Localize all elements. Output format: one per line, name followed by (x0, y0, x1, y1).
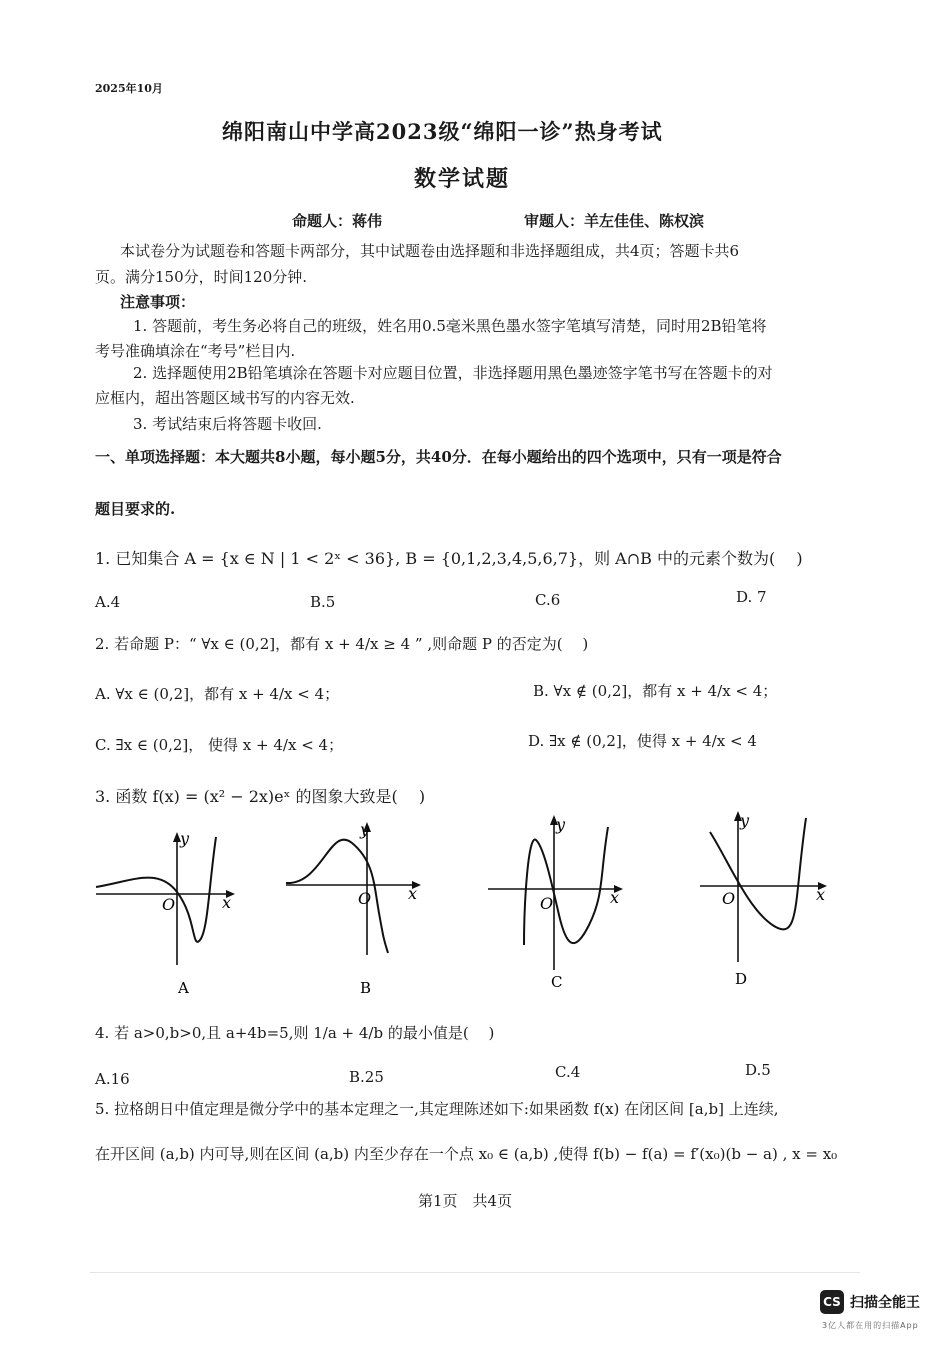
q3a-origin: O (162, 895, 176, 914)
section1-line-1: 一、单项选择题：本大题共8小题，每小题5分，共40分．在每小题给出的四个选项中，只有一项是符合 (95, 448, 782, 466)
notice-item-1a: 1. 答题前，考生务必将自己的班级，姓名用0.5毫米黑色墨水签字笔填写清楚，同时用2B铅笔将 (133, 317, 767, 335)
q2-option-d: D. ∃x ∉ (0,2]，使得 x + 4/x < 4 (528, 732, 757, 750)
q2-option-b: B. ∀x ∉ (0,2]，都有 x + 4/x < 4； (533, 682, 778, 700)
q1-stem: 1. 已知集合 A = {x ∈ N | 1 < 2ˣ < 36}, B = {0,1,2,3,4,5,6,7}，则 A∩B 中的元素个数为( ) (95, 549, 803, 568)
q4-option-c: C.4 (555, 1063, 581, 1081)
q1-option-b: B.5 (310, 593, 336, 611)
q1-option-a: A.4 (95, 593, 121, 611)
q5-line-2: 在开区间 (a,b) 内可导,则在区间 (a,b) 内至少存在一个点 x₀ ∈ (a,b) ,使得 f(b) − f(a) = f′(x₀)(b − a) , x = x₀ (95, 1145, 838, 1163)
section1-line-2: 题目要求的. (95, 500, 176, 518)
q2-option-c: C. ∃x ∈ (0,2]， 使得 x + 4/x < 4； (95, 736, 344, 754)
q3-label-d: D (735, 970, 748, 988)
q2-option-a: A. ∀x ∈ (0,2]，都有 x + 4/x < 4； (95, 685, 340, 703)
q2-stem: 2. 若命题 P：“ ∀x ∈ (0,2]，都有 x + 4/x ≥ 4 ” ,则命题 P 的否定为( ) (95, 635, 589, 653)
q3-label-a: A (178, 979, 189, 997)
page-footer: 第1页 共4页 (418, 1192, 513, 1210)
q1-option-d: D. 7 (736, 588, 767, 606)
exam-title: 绵阳南山中学高2023级“绵阳一诊”热身考试 (222, 119, 663, 144)
exam-date: 2025年10月 (95, 82, 163, 95)
q3d-origin: O (722, 889, 736, 908)
q1-option-c: C.6 (535, 591, 561, 609)
q3-graph-d (688, 800, 848, 990)
q3b-origin: O (358, 889, 372, 908)
q3b-y-label: y (360, 820, 370, 839)
q4-stem: 4. 若 a>0,b>0,且 a+4b=5,则 1/a + 4/b 的最小值是( ) (95, 1024, 495, 1042)
q3c-y-label: y (556, 815, 566, 834)
q3a-x-label: x (222, 893, 232, 912)
intro-line-2: 页。满分150分，时间120分钟. (95, 268, 308, 286)
notice-item-2a: 2. 选择题使用2B铅笔填涂在答题卡对应题目位置，非选择题用黑色墨迹签字笔书写在答题卡的对 (133, 364, 773, 382)
footer-rule (90, 1272, 860, 1273)
camscanner-tagline: 3亿人都在用的扫描App (822, 1321, 919, 1330)
setter-line: 命题人：蒋伟 (292, 212, 383, 230)
q3c-x-label: x (610, 888, 620, 907)
q3-label-c: C (551, 973, 563, 991)
q3-graph-b (282, 815, 432, 1005)
q3-stem: 3. 函数 f(x) = (x² − 2x)eˣ 的图象大致是( ) (95, 787, 426, 806)
q3d-x-label: x (816, 885, 826, 904)
q4-option-a: A.16 (95, 1070, 130, 1088)
notice-item-3: 3. 考试结束后将答题卡收回. (133, 415, 322, 433)
exam-subtitle: 数学试题 (414, 166, 511, 192)
reviewer-line: 审题人：羊左佳佳、陈权滨 (524, 212, 705, 230)
camscanner-logo-icon: CS (820, 1290, 844, 1314)
q3d-y-label: y (740, 811, 750, 830)
q4-option-d: D.5 (745, 1061, 771, 1079)
q3a-y-label: y (180, 829, 190, 848)
q3-label-b: B (360, 979, 372, 997)
notice-item-1b: 考号准确填涂在“考号”栏目内. (95, 342, 296, 360)
q3c-origin: O (540, 894, 554, 913)
q3-graph-a (92, 815, 242, 1005)
q3-graph-c (484, 805, 634, 995)
intro-line-1: 本试卷分为试题卷和答题卡两部分，其中试题卷由选择题和非选择题组成，共4页；答题卡共6 (120, 242, 740, 260)
camscanner-name: 扫描全能王 (850, 1295, 920, 1311)
q4-option-b: B.25 (349, 1068, 384, 1086)
q3b-x-label: x (408, 884, 418, 903)
notice-item-2b: 应框内，超出答题区域书写的内容无效. (95, 389, 355, 407)
notice-heading: 注意事项： (120, 293, 196, 311)
q5-line-1: 5. 拉格朗日中值定理是微分学中的基本定理之一,其定理陈述如下:如果函数 f(x) 在闭区间 [a,b] 上连续, (95, 1100, 779, 1118)
